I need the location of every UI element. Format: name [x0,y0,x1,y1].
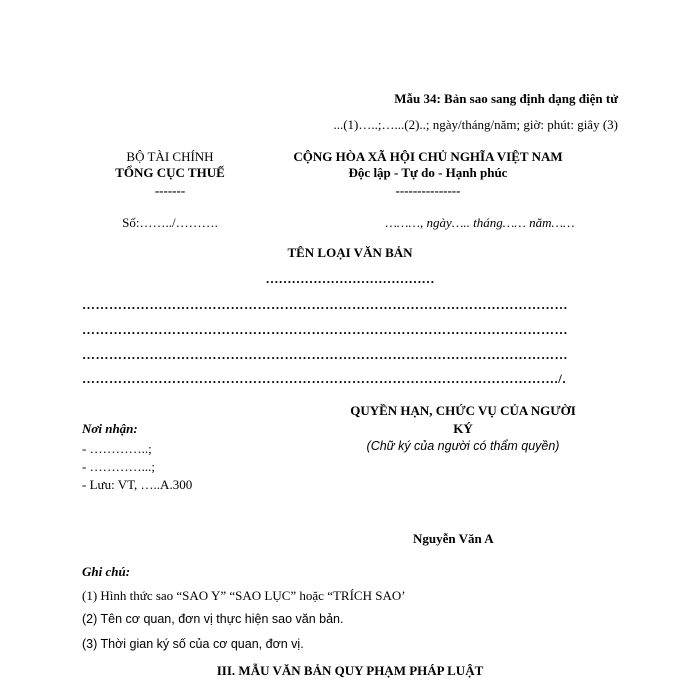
note-item-3: (3) Thời gian ký số của cơ quan, đơn vị. [82,637,304,651]
note-item-2: (2) Tên cơ quan, đơn vị thực hiện sao văn bản. [82,612,344,626]
national-motto: Độc lập - Tự do - Hạnh phúc [348,165,508,180]
signer-name: Nguyễn Văn A [413,531,494,546]
signature-note: (Chữ ký của người có thẩm quyền) [366,439,560,453]
right-separator: --------------- [395,183,461,198]
body-line-3: ……………………………………………………………………………………………… [82,347,568,362]
note-item-1: (1) Hình thức sao “SAO Y” “SAO LỤC” hoặc “TRÍCH SAO’ [82,588,406,603]
body-line-4: ……………………………………………………………………………………………./. [82,371,567,386]
recipient-item-2: - …………...; [82,459,155,474]
department-name: TỔNG CỤC THUẾ [115,165,225,180]
form-title: Mẫu 34: Bản sao sang định dạng điện tử [394,91,618,106]
section-heading: III. MẪU VĂN BẢN QUY PHẠM PHÁP LUẬT [216,663,484,678]
document-type-dots: ………………………………… [265,271,435,286]
recipients-label: Nơi nhận: [82,421,138,436]
notes-label: Ghi chú: [82,564,131,579]
ministry-name: BỘ TÀI CHÍNH [126,149,214,164]
recipient-item-1: - …………..; [82,441,152,456]
body-line-2: ……………………………………………………………………………………………… [82,322,568,337]
document-number: Số:……../………. [122,215,218,230]
signer-authority-line-2: KÝ [453,421,473,436]
recipient-item-3: - Lưu: VT, …..A.300 [82,477,193,492]
date-line: ………, ngày….. tháng…… năm…… [385,215,575,230]
body-line-1: ……………………………………………………………………………………………… [82,297,568,312]
signer-authority-line-1: QUYỀN HẠN, CHỨC VỤ CỦA NGƯỜI [350,403,576,418]
left-separator: ------- [154,183,186,198]
country-name: CỘNG HÒA XÃ HỘI CHỦ NGHĨA VIỆT NAM [293,149,563,164]
form-subtitle: ...(1)…..;…...(2)..; ngày/tháng/năm; giờ: phút: giây (3) [333,117,618,132]
document-type-title: TÊN LOẠI VĂN BẢN [287,245,413,260]
